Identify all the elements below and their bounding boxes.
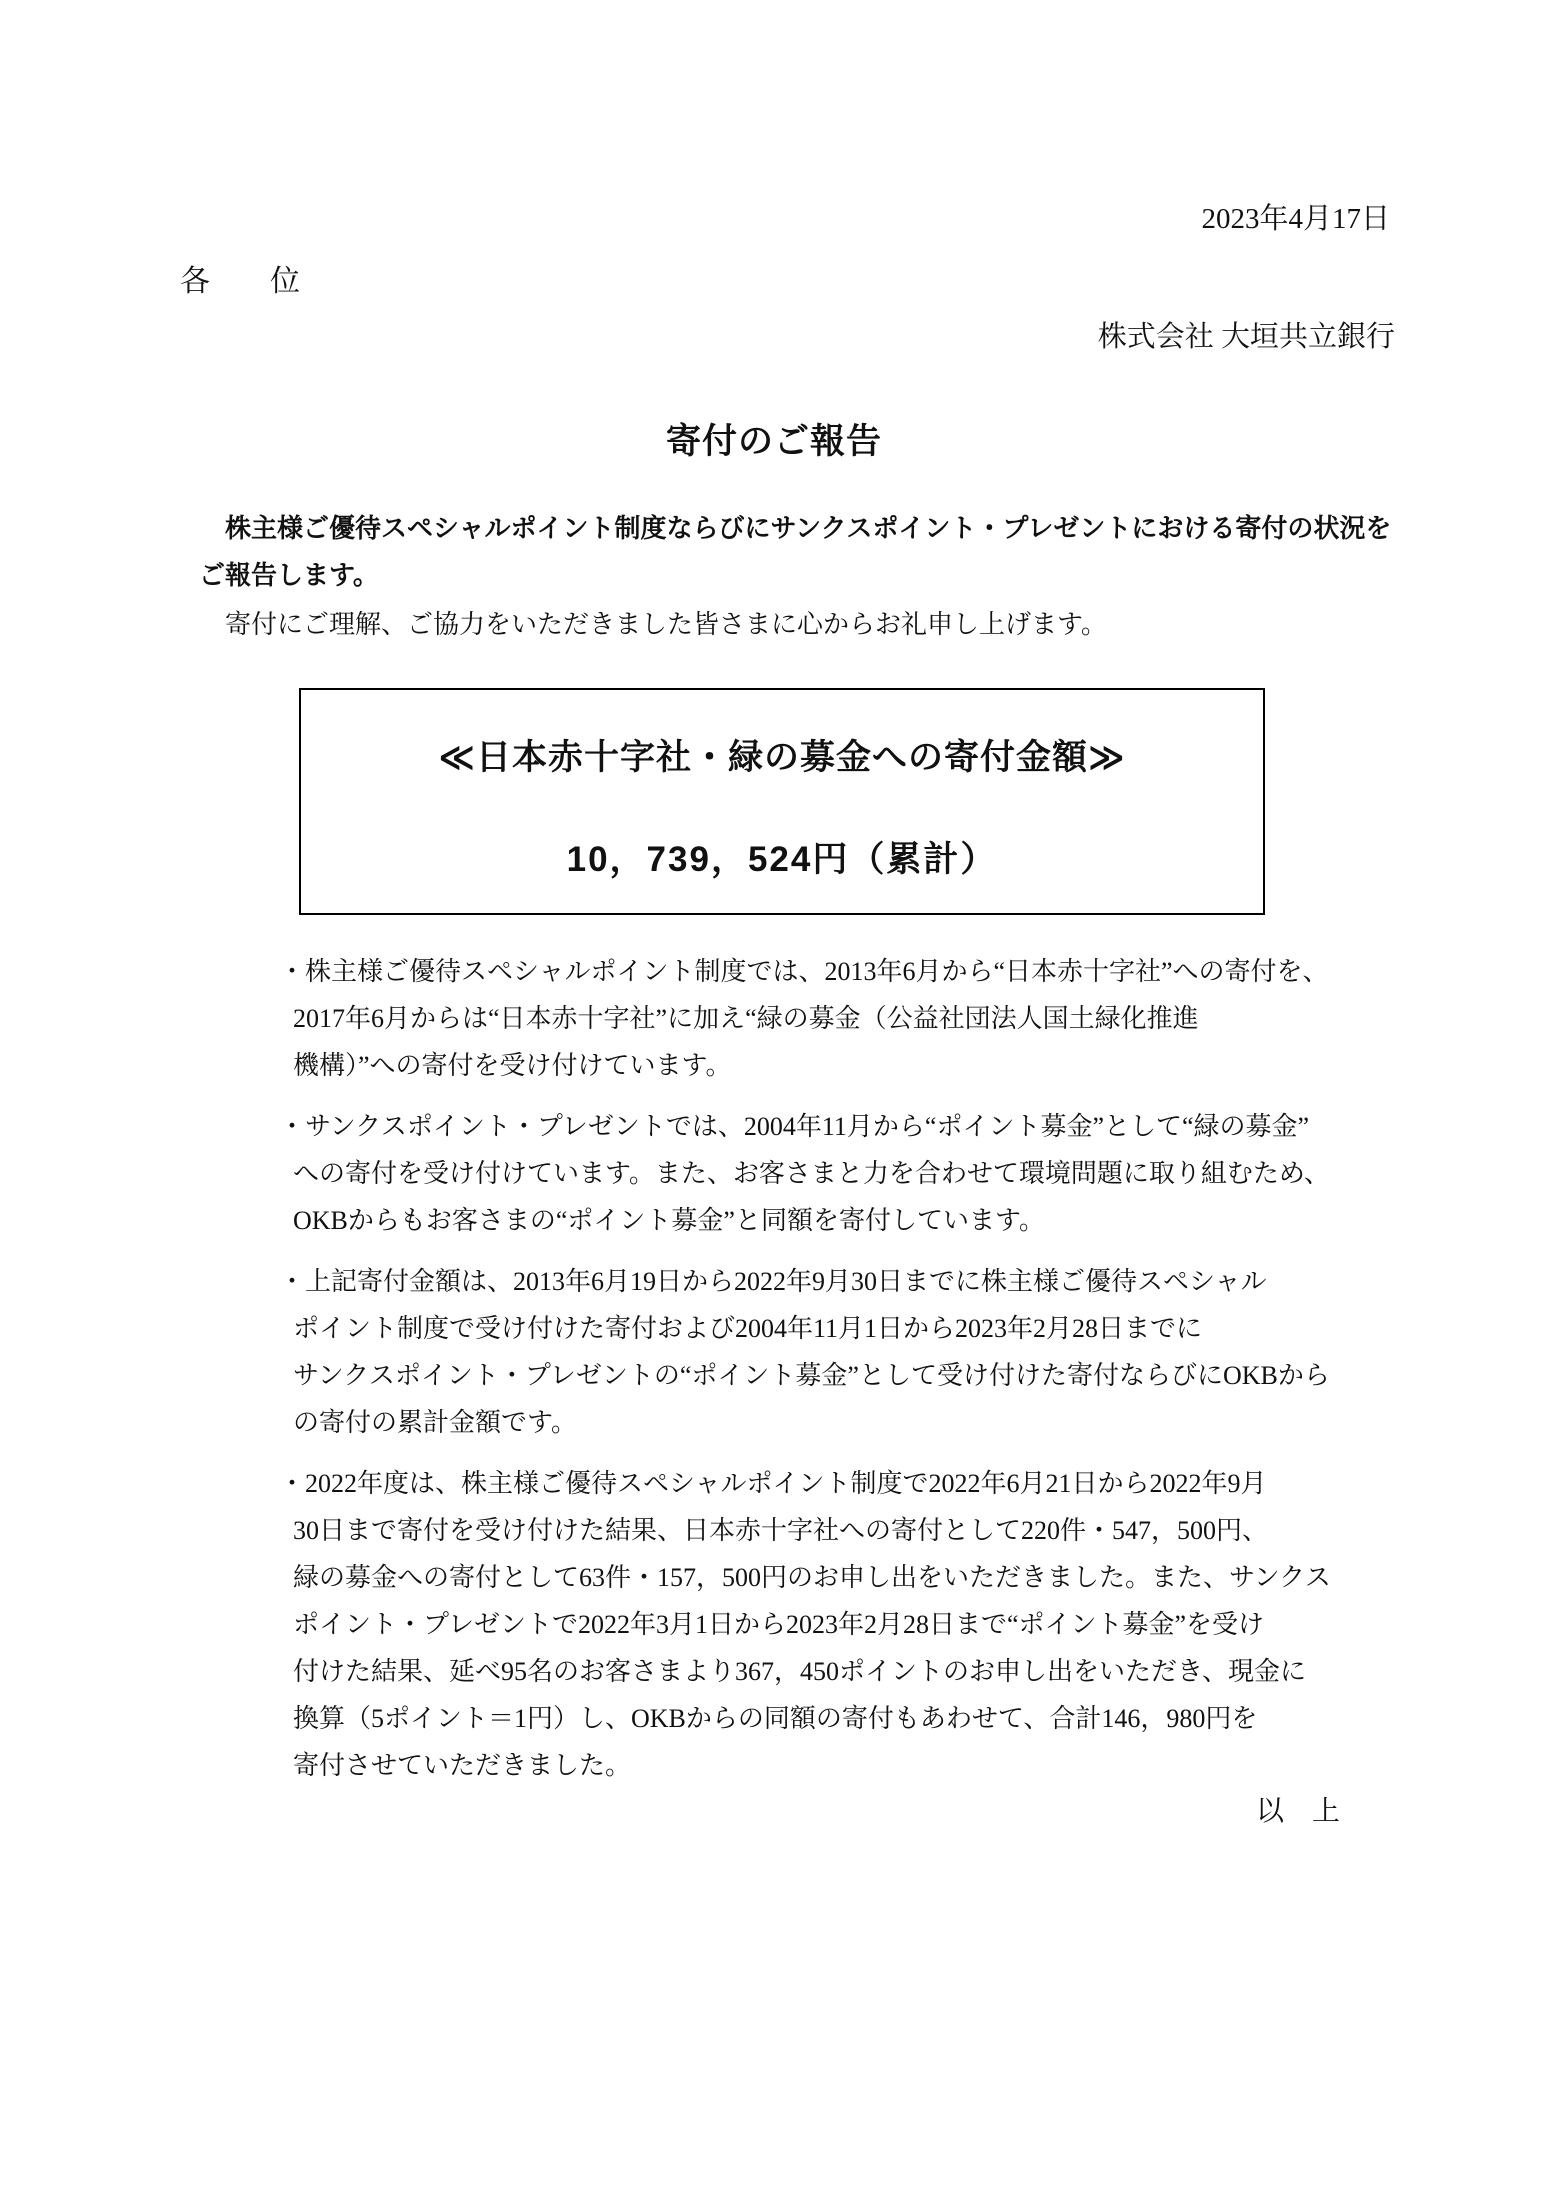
bullet-line: ポイント・プレゼントで2022年3月1日から2023年2月28日まで“ポイント募金”を受け <box>293 1610 1265 1639</box>
bullet-line: 機構）”への寄付を受け付けています。 <box>293 1051 732 1080</box>
bullet-line: 緑の募金への寄付として63件・157，500円のお申し出をいただきました。また、サンクス <box>293 1563 1331 1592</box>
bullet-item-fy2022 <box>279 1460 1331 1789</box>
bullet-line: ・上記寄付金額は、2013年6月19日から2022年9月30日までに株主様ご優待スペシャル <box>279 1267 1267 1296</box>
bullet-line: OKBからもお客さまの“ポイント募金”と同額を寄付しています。 <box>293 1206 1045 1235</box>
bullet-line: ・株主様ご優待スペシャルポイント制度では、2013年6月から“日本赤十字社”への寄付を、 <box>279 957 1329 986</box>
closing: 以 上 <box>1255 1796 1340 1827</box>
bullet-item-cumulative <box>279 1258 1331 1446</box>
intro-line: 株主様ご優待スペシャルポイント制度ならびにサンクスポイント・プレゼントにおける寄付の状況を <box>225 513 1392 543</box>
document-title: 寄付のご報告 <box>665 422 882 461</box>
document-date: 2023年4月17日 <box>1201 203 1390 235</box>
bullet-line: の寄付の累計金額です。 <box>293 1408 577 1437</box>
donation-amount-box <box>299 688 1265 915</box>
company-name: 株式会社 大垣共立銀行 <box>1097 321 1395 353</box>
addressee: 各 位 <box>180 265 300 298</box>
bullet-line: ・2022年度は、株主様ご優待スペシャルポイント制度で2022年6月21日から2022年9月 <box>279 1469 1267 1498</box>
bullet-line: 換算（5ポイント＝1円）し、OKBからの同額の寄付もあわせて、合計146，980円を <box>293 1704 1258 1733</box>
bullet-line: 寄付させていただきました。 <box>293 1751 632 1780</box>
bullet-line: 30日まで寄付を受け付けた結果、日本赤十字社への寄付として220件・547，500円、 <box>293 1516 1269 1545</box>
donation-amount: 10，739，524円（累計） <box>566 840 998 879</box>
bullet-line: ・サンクスポイント・プレゼントでは、2004年11月から“ポイント募金”として“緑の募金” <box>279 1112 1310 1141</box>
intro-line: ご報告します。 <box>199 560 379 590</box>
acknowledgement-line: 寄付にご理解、ご協力をいただきました皆さまに心からお礼申し上げます。 <box>225 610 1107 639</box>
donation-box-heading: ≪日本赤十字社・緑の募金への寄付金額≫ <box>438 738 1126 777</box>
bullet-line: 2017年6月からは“日本赤十字社”に加え“緑の募金（公益社団法人国土緑化推進 <box>293 1004 1199 1033</box>
bullet-line: サンクスポイント・プレゼントの“ポイント募金”として受け付けた寄付ならびにOKBから <box>293 1361 1330 1390</box>
bullet-item-special-point <box>279 948 1331 1089</box>
bullet-list <box>279 948 1331 1803</box>
bullet-item-thanks-point <box>279 1103 1331 1244</box>
bullet-line: 付けた結果、延べ95名のお客さまより367，450ポイントのお申し出をいただき、現金に <box>293 1657 1306 1686</box>
bullet-line: ポイント制度で受け付けた寄付および2004年11月1日から2023年2月28日までに <box>293 1314 1203 1343</box>
bullet-line: への寄付を受け付けています。また、お客さまと力を合わせて環境問題に取り組むため、 <box>293 1159 1330 1188</box>
